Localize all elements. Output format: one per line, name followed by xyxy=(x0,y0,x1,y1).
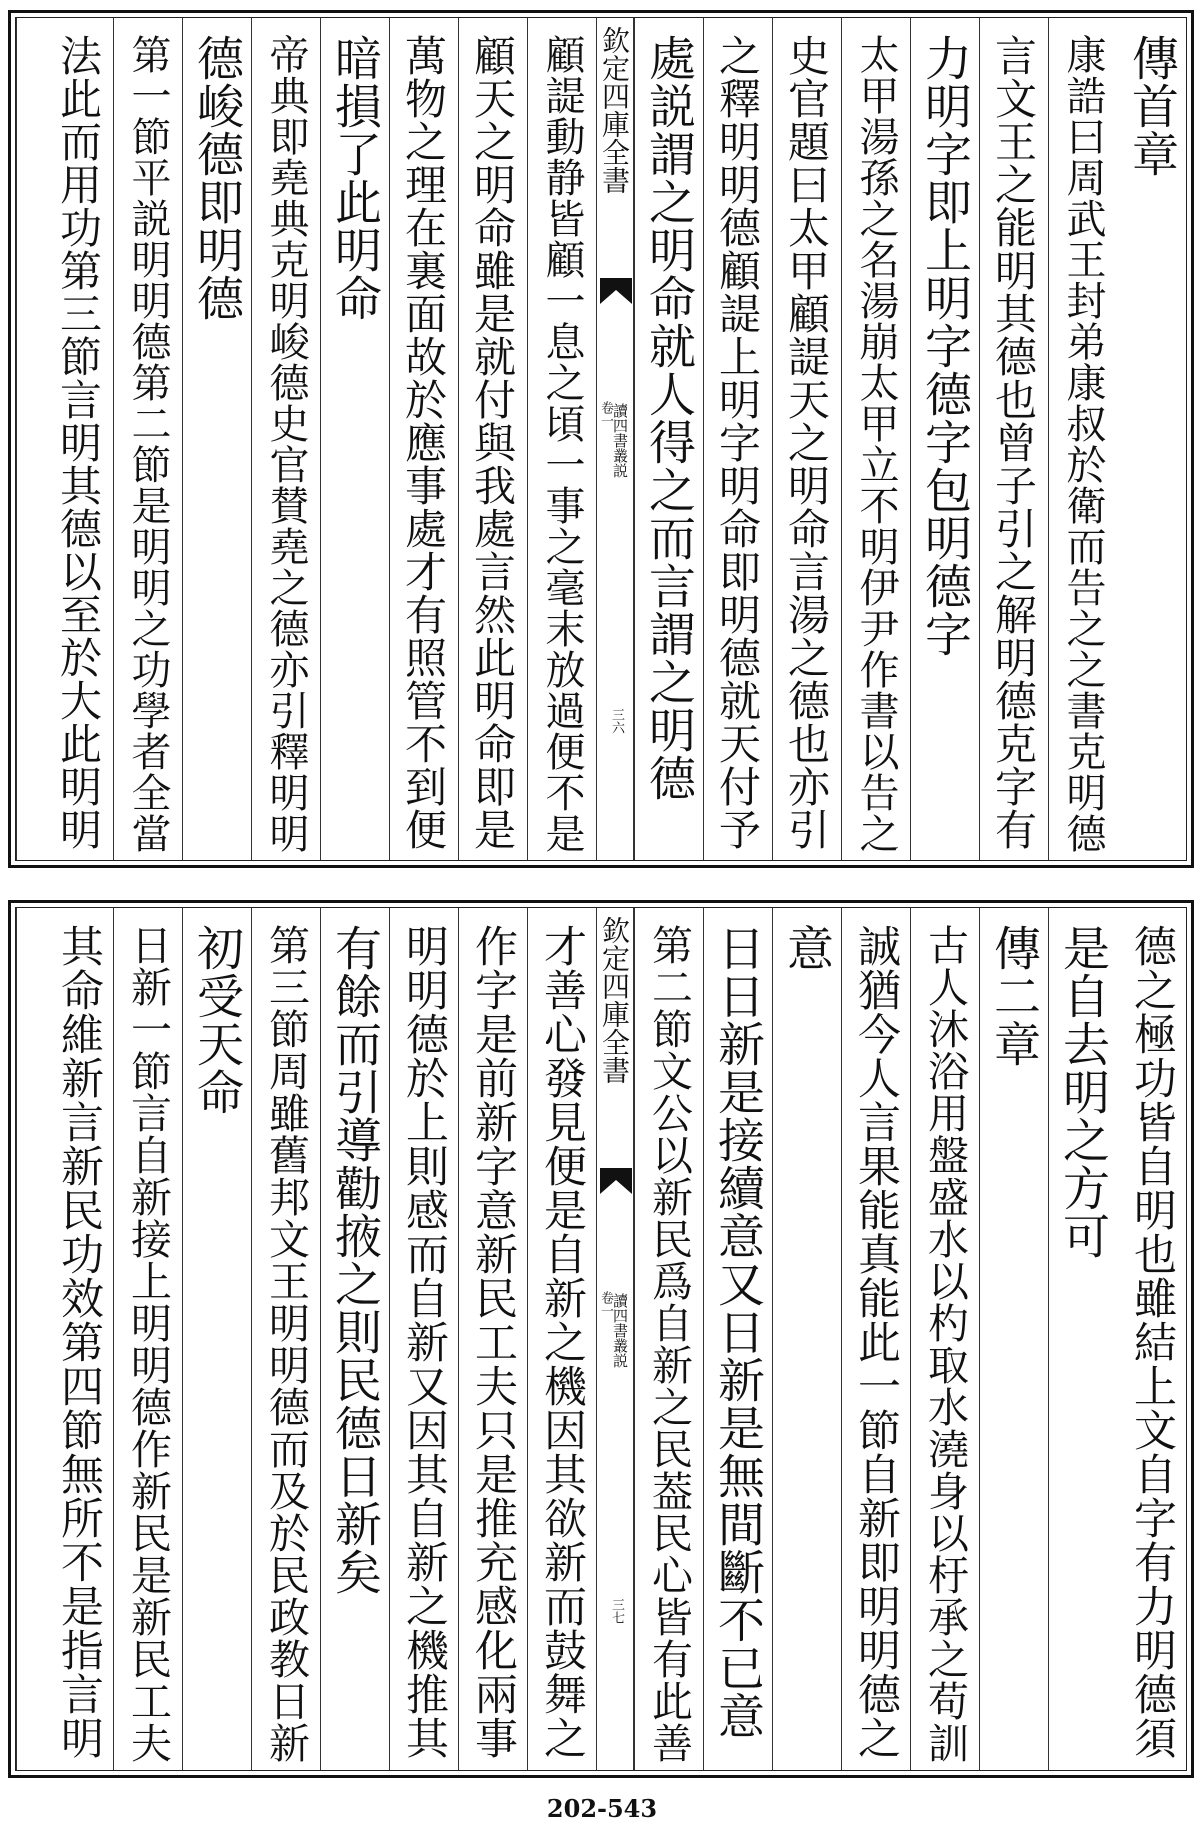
page-number: 202-543 xyxy=(546,1794,658,1823)
column-text: 傳二章 xyxy=(986,924,1041,1068)
column-text: 第三節周雖舊邦文王明明德而及於民政教日新 xyxy=(262,924,310,1764)
text-column xyxy=(389,18,458,860)
column-text: 帝典即堯典克明峻德史官賛堯之德亦引釋明明 xyxy=(263,34,309,854)
column-text: 萬物之理在裏面故於應事處才有照管不到便 xyxy=(399,34,448,851)
column-text: 言文王之能明其德也曾子引之解明德克字有 xyxy=(989,34,1038,851)
column-text: 第二節文公以新民爲自新之民葢民心皆有此善 xyxy=(645,924,693,1764)
column-text: 傳首章 xyxy=(1124,34,1179,178)
column-text: 康誥曰周武王封弟康叔於衛而告之之書克明德 xyxy=(1060,34,1106,854)
column-text: 初受天命 xyxy=(189,924,244,1116)
column-text: 日日新是接續意又日新是無間斷不已意 xyxy=(710,924,765,1740)
column-text: 顧天之明命雖是就付與我處言然此明命即是 xyxy=(468,34,517,851)
column-text: 顧諟動静皆顧一息之頃一事之毫末放過便不是 xyxy=(539,34,585,854)
library-title: 欽定四庫全書 xyxy=(598,26,631,194)
text-column xyxy=(320,908,389,1770)
column-text: 第一節平説明明德第二節是明明之功學者全當 xyxy=(125,34,171,854)
text-column xyxy=(703,908,772,1770)
text-column xyxy=(182,18,251,860)
juan-label: 卷一 xyxy=(598,1291,613,1317)
column-text: 作字是前新字意新民工夫只是推充感化兩事 xyxy=(468,924,518,1760)
text-column xyxy=(772,908,841,1770)
center-column xyxy=(596,18,634,860)
column-text: 太甲湯孫之名湯崩太甲立不明伊尹作書以告之 xyxy=(853,34,899,854)
library-title: 欽定四庫全書 xyxy=(598,916,631,1084)
text-column xyxy=(113,908,182,1770)
text-column xyxy=(634,18,703,860)
text-column xyxy=(458,18,527,860)
text-column xyxy=(182,908,251,1770)
text-column xyxy=(251,18,320,860)
bottom-page-frame xyxy=(15,907,1187,1771)
top-page-frame xyxy=(15,17,1187,861)
column-text: 意 xyxy=(779,924,834,972)
column-text: 力明字即上明字德字包明德字 xyxy=(917,34,972,658)
fishtail-mark-icon xyxy=(600,278,632,304)
top-page xyxy=(8,10,1194,868)
column-text: 誠猶今人言果能真能此一節自新即明明德之 xyxy=(851,924,901,1760)
column-text: 才善心發見便是自新之機因其欲新而鼓舞之 xyxy=(537,924,587,1760)
column-text: 其命維新言新民功效第四節無所不是指言明 xyxy=(54,924,104,1760)
column-text: 德峻德即明德 xyxy=(189,34,244,322)
column-text: 德之極功皆自明也雖結上文自字有力明德須 xyxy=(1127,924,1177,1760)
bottom-page xyxy=(8,900,1194,1778)
text-column xyxy=(841,908,910,1770)
text-column xyxy=(113,18,182,860)
fishtail-mark-icon xyxy=(600,1168,632,1194)
column-text: 日新一節言自新接上明明德作新民是新民工夫 xyxy=(124,924,172,1764)
folio-number: 三六 xyxy=(609,708,624,734)
center-column xyxy=(596,908,634,1770)
book-title: 讀四書叢説 xyxy=(611,403,629,478)
column-text: 古人沐浴用盤盛水以杓取水澆身以杅承之苟訓 xyxy=(921,924,969,1764)
text-column xyxy=(527,908,596,1770)
text-column xyxy=(979,908,1048,1770)
folio-number: 三七 xyxy=(609,1598,624,1624)
text-column xyxy=(634,908,703,1770)
text-column xyxy=(251,908,320,1770)
text-column xyxy=(772,18,841,860)
text-column xyxy=(1048,18,1117,860)
text-column xyxy=(1117,908,1186,1770)
text-column xyxy=(389,908,458,1770)
text-column xyxy=(16,18,113,860)
column-text: 史官題曰太甲顧諟天之明命言湯之德也亦引 xyxy=(782,34,831,851)
text-column xyxy=(703,18,772,860)
text-column xyxy=(1048,908,1117,1770)
book-title: 讀四書叢説 xyxy=(611,1293,629,1368)
column-text: 法此而用功第三節言明其德以至於大此明明 xyxy=(54,34,103,851)
column-text: 是自去明之方可 xyxy=(1055,924,1110,1260)
text-column xyxy=(841,18,910,860)
column-text: 之釋明明德顧諟上明字明命即明德就天付予 xyxy=(713,34,762,851)
column-text: 有餘而引導勸掖之則民德日新矣 xyxy=(327,924,382,1596)
text-column xyxy=(1117,18,1186,860)
text-column xyxy=(458,908,527,1770)
text-column xyxy=(979,18,1048,860)
text-column xyxy=(910,908,979,1770)
text-column xyxy=(16,908,113,1770)
column-text: 明明德於上則感而自新又因其自新之機推其 xyxy=(399,924,449,1760)
column-text: 處説謂之明命就人得之而言謂之明德 xyxy=(641,34,696,802)
text-column xyxy=(320,18,389,860)
column-text: 暗損了此明命 xyxy=(327,34,382,322)
juan-label: 卷一 xyxy=(598,401,613,427)
text-column xyxy=(527,18,596,860)
text-column xyxy=(910,18,979,860)
